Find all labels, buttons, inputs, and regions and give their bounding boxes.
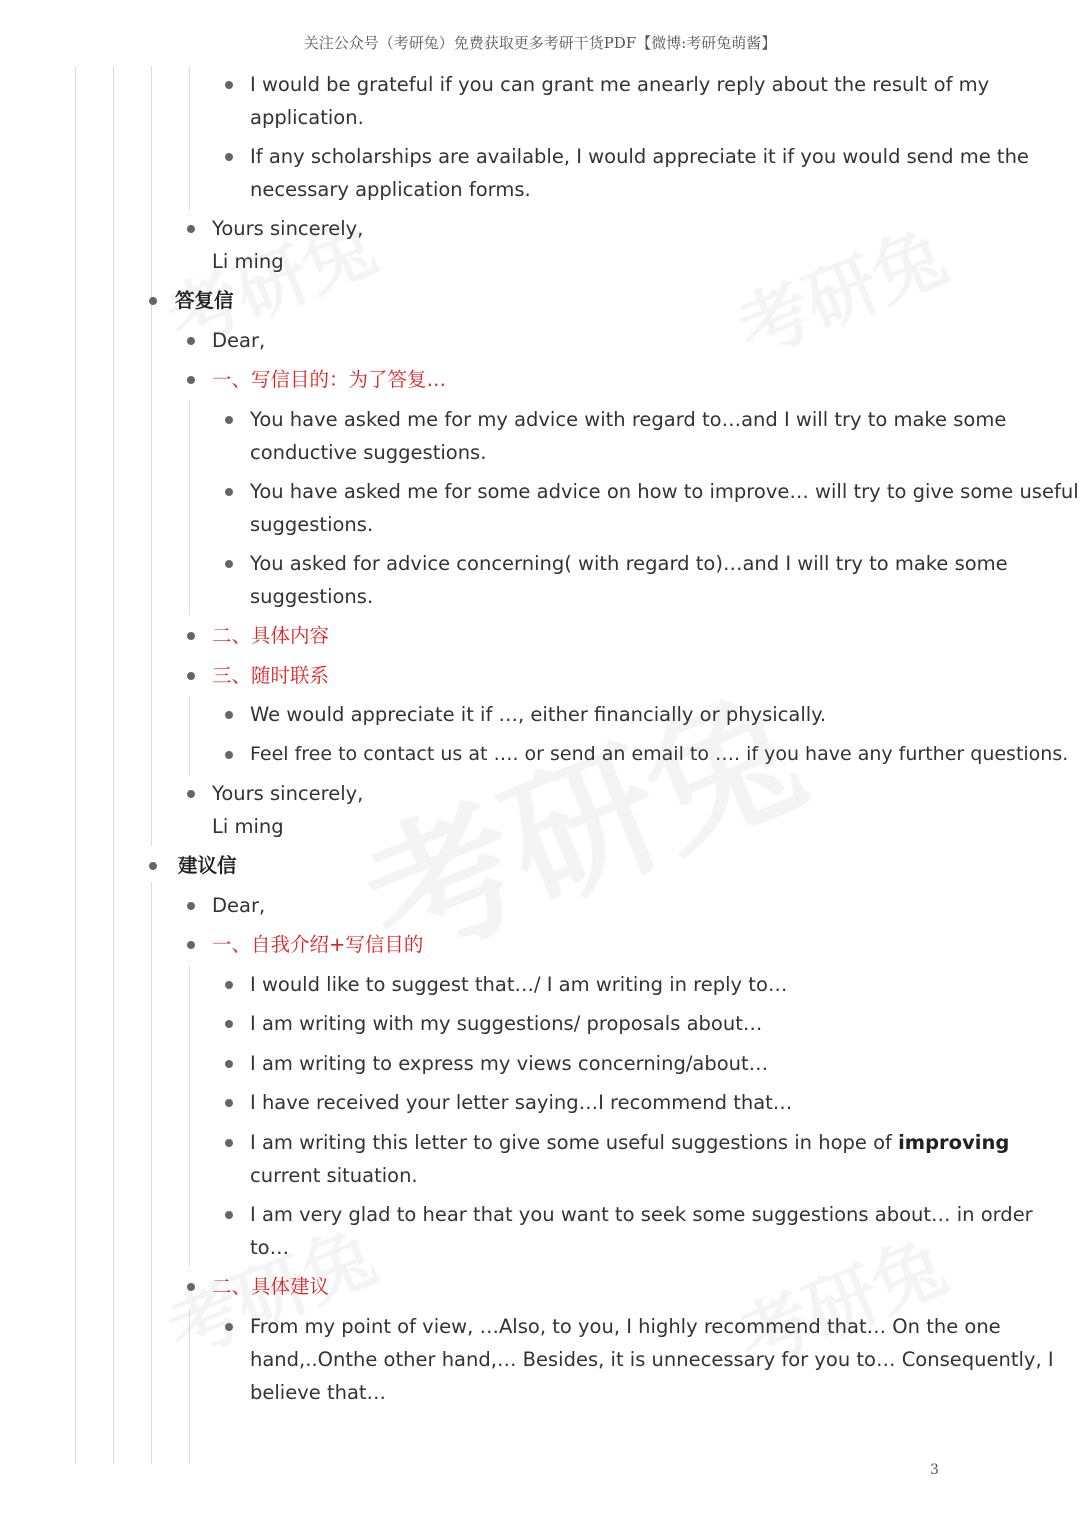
- list-item-text: conductive suggestions.: [250, 441, 487, 464]
- outline-guide-level3: [189, 696, 190, 776]
- bullet: [187, 632, 195, 640]
- bullet: [225, 153, 233, 161]
- bullet: [225, 1099, 233, 1107]
- list-item-text: [250, 1126, 1009, 1159]
- outline-guide-level1: [113, 66, 114, 1464]
- bullet: [187, 941, 195, 949]
- list-item-text: to…: [250, 1236, 290, 1259]
- list-item-text: I would like to suggest that…/ I am writing in reply to…: [250, 973, 788, 996]
- list-item-text: I am very glad to hear that you want to seek some suggestions about… in order: [250, 1203, 1033, 1226]
- bullet: [187, 225, 195, 233]
- page-header: 关注公众号（考研兔）免费获取更多考研干货PDF【微博:考研兔萌酱】: [303, 34, 777, 52]
- list-item-text: Feel free to contact us at …. or send an email to …. if you have any further questions.: [250, 743, 1069, 765]
- subsection-heading: 二、具体建议: [212, 1275, 330, 1298]
- list-item-text: You have asked me for some advice on how to improve… will try to give some useful: [250, 480, 1079, 503]
- section-title: 建议信: [178, 854, 237, 877]
- bullet: [187, 672, 195, 680]
- list-item-text: I am writing to express my views concerning/about…: [250, 1052, 769, 1075]
- bullet: [225, 81, 233, 89]
- list-item-text: application.: [250, 106, 364, 129]
- list-item-text: I have received your letter saying…I recommend that…: [250, 1091, 793, 1114]
- outline-guide-level0: [75, 66, 76, 1464]
- outline-guide-level3: [189, 966, 190, 1266]
- bullet: [225, 416, 233, 424]
- watermark: [720, 199, 959, 376]
- closing-text: Yours sincerely,: [212, 217, 364, 240]
- salutation-text: Dear,: [212, 894, 266, 917]
- list-item-text: I am writing with my suggestions/ proposals about…: [250, 1012, 763, 1035]
- bullet: [187, 376, 195, 384]
- bullet: [149, 862, 157, 870]
- page-number: 3: [930, 1462, 939, 1478]
- list-item-text-part: I am writing this letter to give some useful suggestions in hope of: [250, 1131, 899, 1154]
- list-item-text: suggestions.: [250, 585, 374, 608]
- subsection-heading: 一、自我介绍+写信目的: [212, 933, 424, 956]
- bullet: [225, 1211, 233, 1219]
- bullet: [225, 981, 233, 989]
- salutation-text: Dear,: [212, 329, 266, 352]
- bullet: [225, 1139, 233, 1147]
- list-item-text: You asked for advice concerning( with regard to)…and I will try to make some: [250, 552, 1008, 575]
- subsection-heading: 一、写信目的：为了答复…: [212, 368, 447, 391]
- bullet: [149, 297, 157, 305]
- outline-guide-level2b: [151, 882, 152, 1464]
- bullet: [225, 1020, 233, 1028]
- signature-text: Li ming: [212, 815, 284, 838]
- bullet: [187, 790, 195, 798]
- list-item-text: hand,..Onthe other hand,… Besides, it is unnecessary for you to… Consequently, I: [250, 1348, 1054, 1371]
- bullet: [225, 711, 233, 719]
- list-item-text: I would be grateful if you can grant me anearly reply about the result of my: [250, 73, 990, 96]
- list-item-text: If any scholarships are available, I would appreciate it if you would send me the: [250, 145, 1029, 168]
- list-item-text: We would appreciate it if …, either financially or physically.: [250, 703, 827, 726]
- bullet: [225, 1323, 233, 1331]
- list-item-text: believe that…: [250, 1381, 387, 1404]
- bullet: [225, 560, 233, 568]
- list-item-text: You have asked me for my advice with regard to…and I will try to make some: [250, 408, 1007, 431]
- signature-text: Li ming: [212, 250, 284, 273]
- list-item-text: current situation.: [250, 1164, 418, 1187]
- outline-guide-level3: [189, 400, 190, 615]
- bullet: [187, 337, 195, 345]
- closing-text: Yours sincerely,: [212, 782, 364, 805]
- list-item-text: suggestions.: [250, 513, 374, 536]
- subsection-heading: 三、随时联系: [212, 664, 330, 687]
- bullet: [187, 1283, 195, 1291]
- section-title: 答复信: [175, 289, 234, 312]
- list-item-text: From my point of view, …Also, to you, I highly recommend that… On the one: [250, 1315, 1001, 1338]
- outline-guide-level3: [189, 66, 190, 210]
- list-item-text: necessary application forms.: [250, 178, 531, 201]
- bullet: [225, 488, 233, 496]
- subsection-heading: 二、具体内容: [212, 624, 330, 647]
- bullet: [225, 751, 233, 759]
- bullet: [187, 902, 195, 910]
- outline-guide-level2: [151, 66, 152, 846]
- emphasized-word: improving: [898, 1131, 1010, 1154]
- bullet: [225, 1060, 233, 1068]
